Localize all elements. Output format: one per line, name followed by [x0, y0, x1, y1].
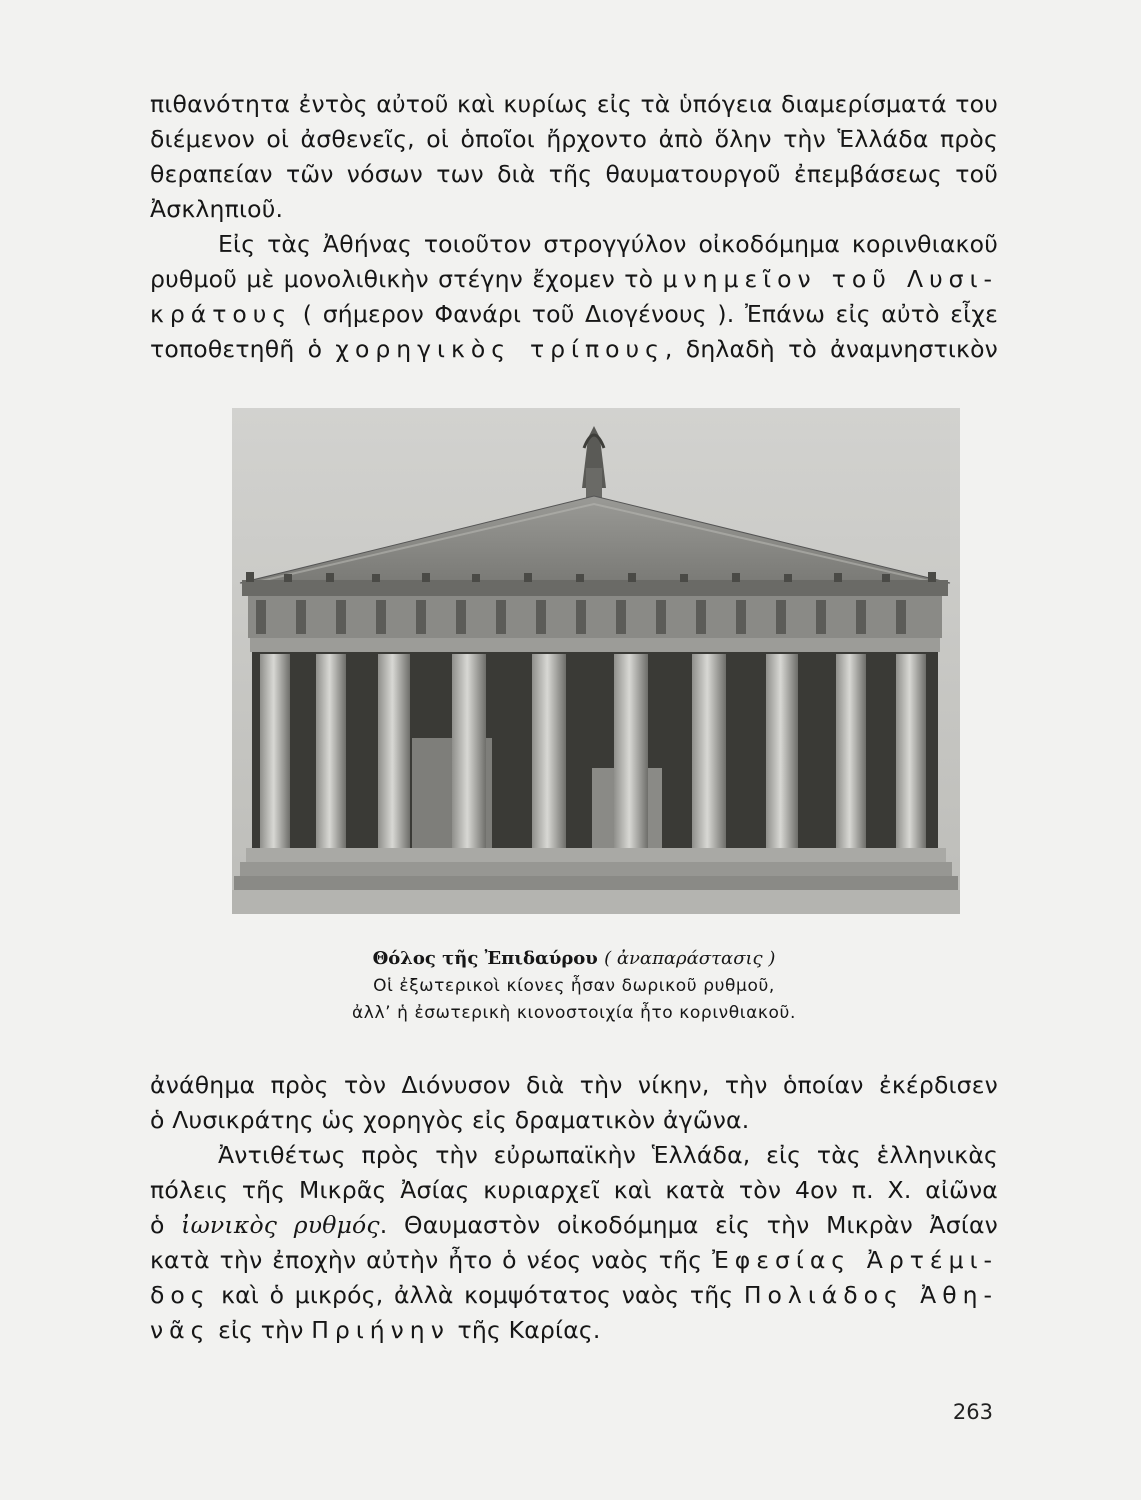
text-line: θεραπείαν τῶν νόσων των διὰ τῆς θαυματουργοῦ ἐπεμβάσεως τοῦ: [150, 160, 998, 188]
paragraph-3: [150, 1068, 998, 1138]
figure-caption: [150, 945, 998, 1027]
italic-text: ἰωνικὸς ρυθμός: [181, 1211, 380, 1239]
text-line: [150, 1208, 998, 1243]
page-number: 263: [952, 1400, 993, 1424]
frieze: [248, 596, 942, 638]
tholos-illustration: [232, 408, 960, 914]
text-run: κατὰ τὴν ἐποχὴν αὐτὴν ἦτο ὁ νέος ναὸς τῆς: [150, 1246, 713, 1274]
text-line: Ἀσκληπιοῦ.: [150, 195, 284, 223]
spaced-text: Πολιάδος Ἀθη-: [743, 1281, 998, 1309]
text-line: διέμενον οἱ ἀσθενεῖς, οἱ ὁποῖοι ἤρχοντο ἀπὸ ὅλην τὴν Ἑλλάδα πρὸς: [150, 125, 998, 153]
text-run: εἰς τὴν: [210, 1316, 312, 1344]
bottom-text-block: [150, 1068, 998, 1348]
spaced-text: Πριήνην: [311, 1316, 450, 1344]
text-line: πιθανότητα ἐντὸς αὐτοῦ καὶ κυρίως εἰς τὰ ὑπόγεια διαμερίσματά του: [150, 90, 998, 118]
text-line: ἀνάθημα πρὸς τὸν Διόνυσον διὰ τὴν νίκην, τὴν ὁποίαν ἐκέρδισεν: [150, 1071, 998, 1099]
architrave: [250, 638, 940, 652]
text-run: . Θαυμαστὸν οἰκοδόμημα εἰς τὴν Μικρὰν Ἀσίαν: [379, 1211, 998, 1239]
stylobate: [246, 848, 946, 862]
spaced-text: Ἐφεσίας Ἀρτέμι-: [712, 1246, 998, 1274]
text-line: [150, 262, 998, 297]
text-run: τοποθετηθῆ ὁ: [150, 335, 336, 363]
text-run: καὶ ὁ μικρός, ἀλλὰ κομψότατος ναὸς τῆς: [210, 1281, 744, 1309]
text-line: [150, 1278, 998, 1313]
text-line: Ἀντιθέτως πρὸς τὴν εὐρωπαϊκὴν Ἑλλάδα, εἰς τὰς ἑλληνικὰς: [218, 1141, 998, 1169]
paragraph-4: [150, 1138, 998, 1348]
caption-note: ( ἀναπαράστασις ): [604, 948, 776, 969]
text-run: ρυθμοῦ μὲ μονολιθικὴν στέγην ἔχομεν τὸ: [150, 265, 663, 293]
text-line: ὁ Λυσικράτης ὡς χορηγὸς εἰς δραματικὸν ἀγῶνα.: [150, 1106, 750, 1134]
temple-drawing: [232, 408, 960, 914]
text-line: [150, 1313, 998, 1348]
spaced-text: κράτους: [150, 300, 293, 328]
spaced-text: νᾶς: [150, 1316, 211, 1344]
text-run: τῆς Καρίας.: [449, 1316, 601, 1344]
text-line: πόλεις τῆς Μικρᾶς Ἀσίας κυριαρχεῖ καὶ κατὰ τὸν 4ον π. Χ. αἰῶνα: [150, 1176, 998, 1204]
top-text-block: [150, 87, 998, 367]
spaced-text: δος: [150, 1281, 211, 1309]
caption-line: ἀλλ’ ἡ ἐσωτερικὴ κιονοστοιχία ἦτο κορινθιακοῦ.: [352, 1003, 796, 1023]
cornice: [242, 580, 948, 596]
text-line: [150, 1243, 998, 1278]
text-run: ( σήμερον Φανάρι τοῦ Διογένους ). Ἐπάνω εἰς αὐτὸ εἶχε: [292, 300, 998, 328]
caption-title: Θόλος τῆς Ἐπιδαύρου: [372, 948, 598, 969]
text-line: [150, 332, 998, 367]
spaced-text: χορηγικὸς τρίπους: [335, 335, 665, 363]
text-line: [150, 297, 998, 332]
paragraph-2: [150, 227, 998, 367]
caption-title-line: [150, 945, 998, 973]
text-run: , δηλαδὴ τὸ ἀναμνηστικὸν: [664, 335, 998, 363]
text-line: Εἰς τὰς Ἀθήνας τοιοῦτον στρογγύλον οἰκοδόμημα κορινθιακοῦ: [218, 230, 998, 258]
caption-line: Οἱ ἐξωτερικοὶ κίονες ἦσαν δωρικοῦ ρυθμοῦ,: [373, 976, 775, 996]
paragraph-1: [150, 87, 998, 227]
text-run: ὁ: [150, 1211, 182, 1239]
spaced-text: μνημεῖον τοῦ Λυσι-: [662, 265, 998, 293]
